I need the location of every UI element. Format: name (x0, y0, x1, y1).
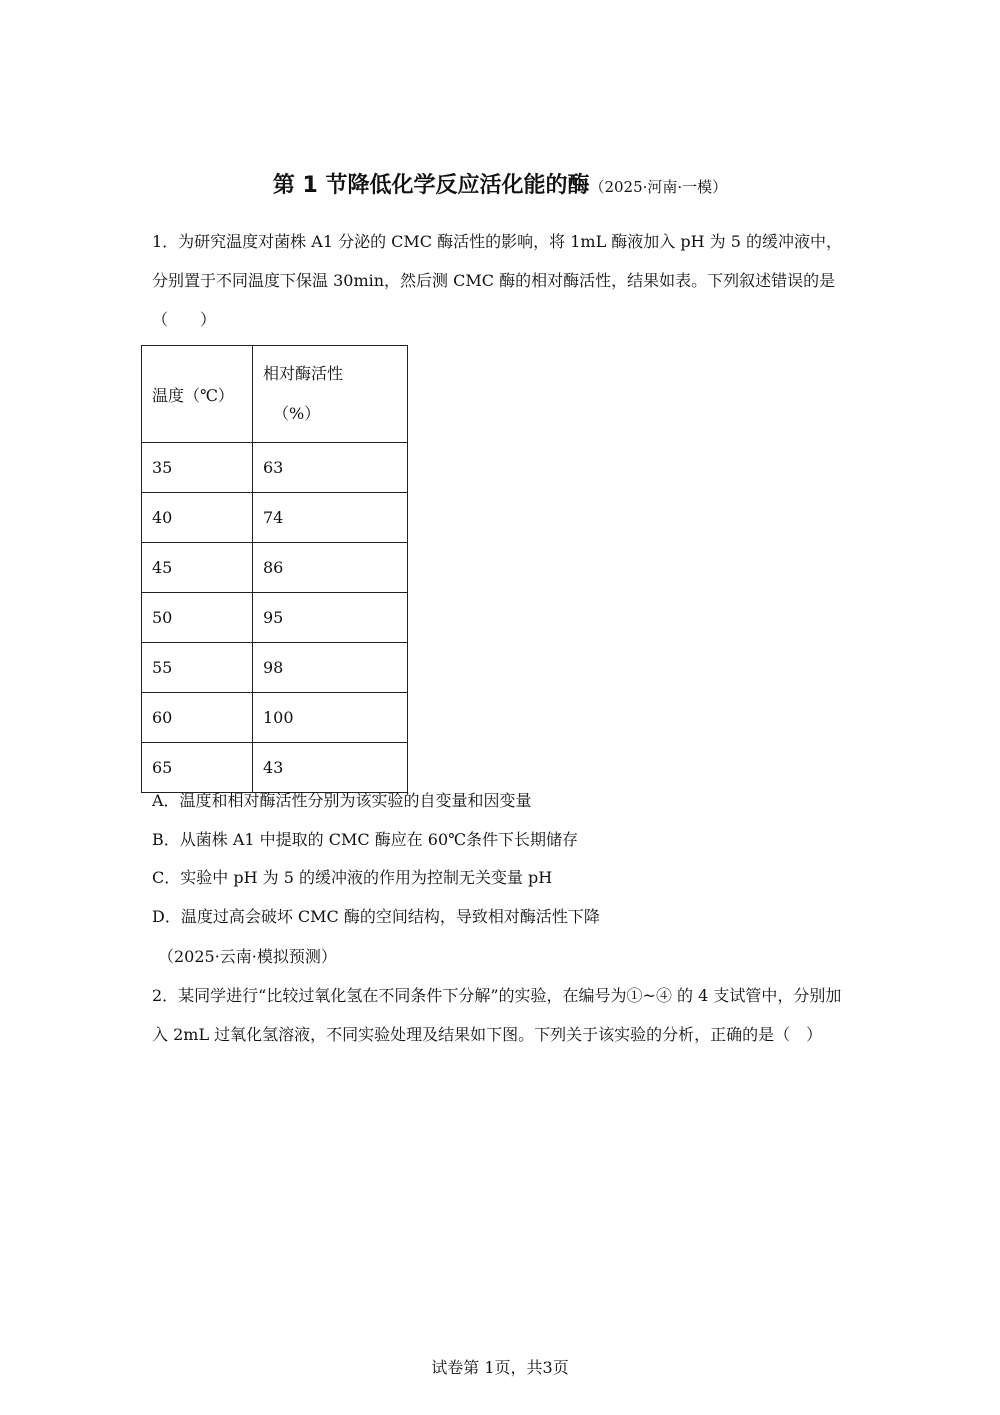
option-d: D．温度过高会破坏 CMC 酶的空间结构，导致相对酶活性下降 (152, 906, 600, 926)
temp-cell: 55 (142, 643, 253, 693)
page-footer: 试卷第 1页，共3页 (431, 1358, 569, 1377)
header-temperature: 温度（℃） (142, 346, 253, 443)
activity-cell: 63 (253, 443, 408, 493)
table-row (142, 643, 408, 693)
title-source: （2025·河南·一模） (589, 178, 728, 196)
question-1-stem: 1．为研究温度对菌株 A1 分泌的 CMC 酶活性的影响，将 1mL 酶液加入 pH 为 5 的缓冲液中，分别置于不同温度下保温 30min，然后测 CMC 酶的相对酶活性，结果如表。下列叙述错误的是（ ） (152, 232, 842, 329)
temp-cell: 60 (142, 693, 253, 743)
table-header-row (142, 346, 408, 443)
activity-cell: 100 (253, 693, 408, 743)
question-2-source: （2025·云南·模拟预测） (158, 947, 337, 966)
question-1-options (152, 782, 600, 936)
activity-cell: 74 (253, 493, 408, 543)
header-activity-unit: （%） (273, 404, 321, 423)
activity-cell: 98 (253, 643, 408, 693)
activity-cell: 43 (253, 743, 408, 793)
activity-cell: 95 (253, 593, 408, 643)
temp-cell: 45 (142, 543, 253, 593)
temp-cell: 50 (142, 593, 253, 643)
temp-cell: 35 (142, 443, 253, 493)
option-b: B．从菌株 A1 中提取的 CMC 酶应在 60℃条件下长期储存 (152, 829, 579, 849)
table-row (142, 543, 408, 593)
temp-cell: 40 (142, 493, 253, 543)
question-2-stem: 2．某同学进行“比较过氧化氢在不同条件下分解”的实验，在编号为①~④ 的 4 支试管中，分别加入 2mL 过氧化氢溶液，不同实验处理及结果如下图。下列关于该实验的分析，正确的是（ ） (152, 986, 842, 1044)
table-row (142, 593, 408, 643)
activity-cell: 86 (253, 543, 408, 593)
table-row (142, 443, 408, 493)
header-activity-label: 相对酶活性 (263, 364, 344, 383)
table-row (142, 493, 408, 543)
enzyme-activity-table (141, 345, 408, 793)
option-a: A．温度和相对酶活性分别为该实验的自变量和因变量 (152, 791, 532, 810)
page-title (0, 168, 1000, 199)
table-row (142, 693, 408, 743)
option-c: C．实验中 pH 为 5 的缓冲液的作用为控制无关变量 pH (152, 868, 553, 887)
header-activity (253, 346, 408, 443)
section-title: 第 1 节降低化学反应活化能的酶 (272, 173, 590, 198)
temp-cell: 65 (142, 743, 253, 793)
